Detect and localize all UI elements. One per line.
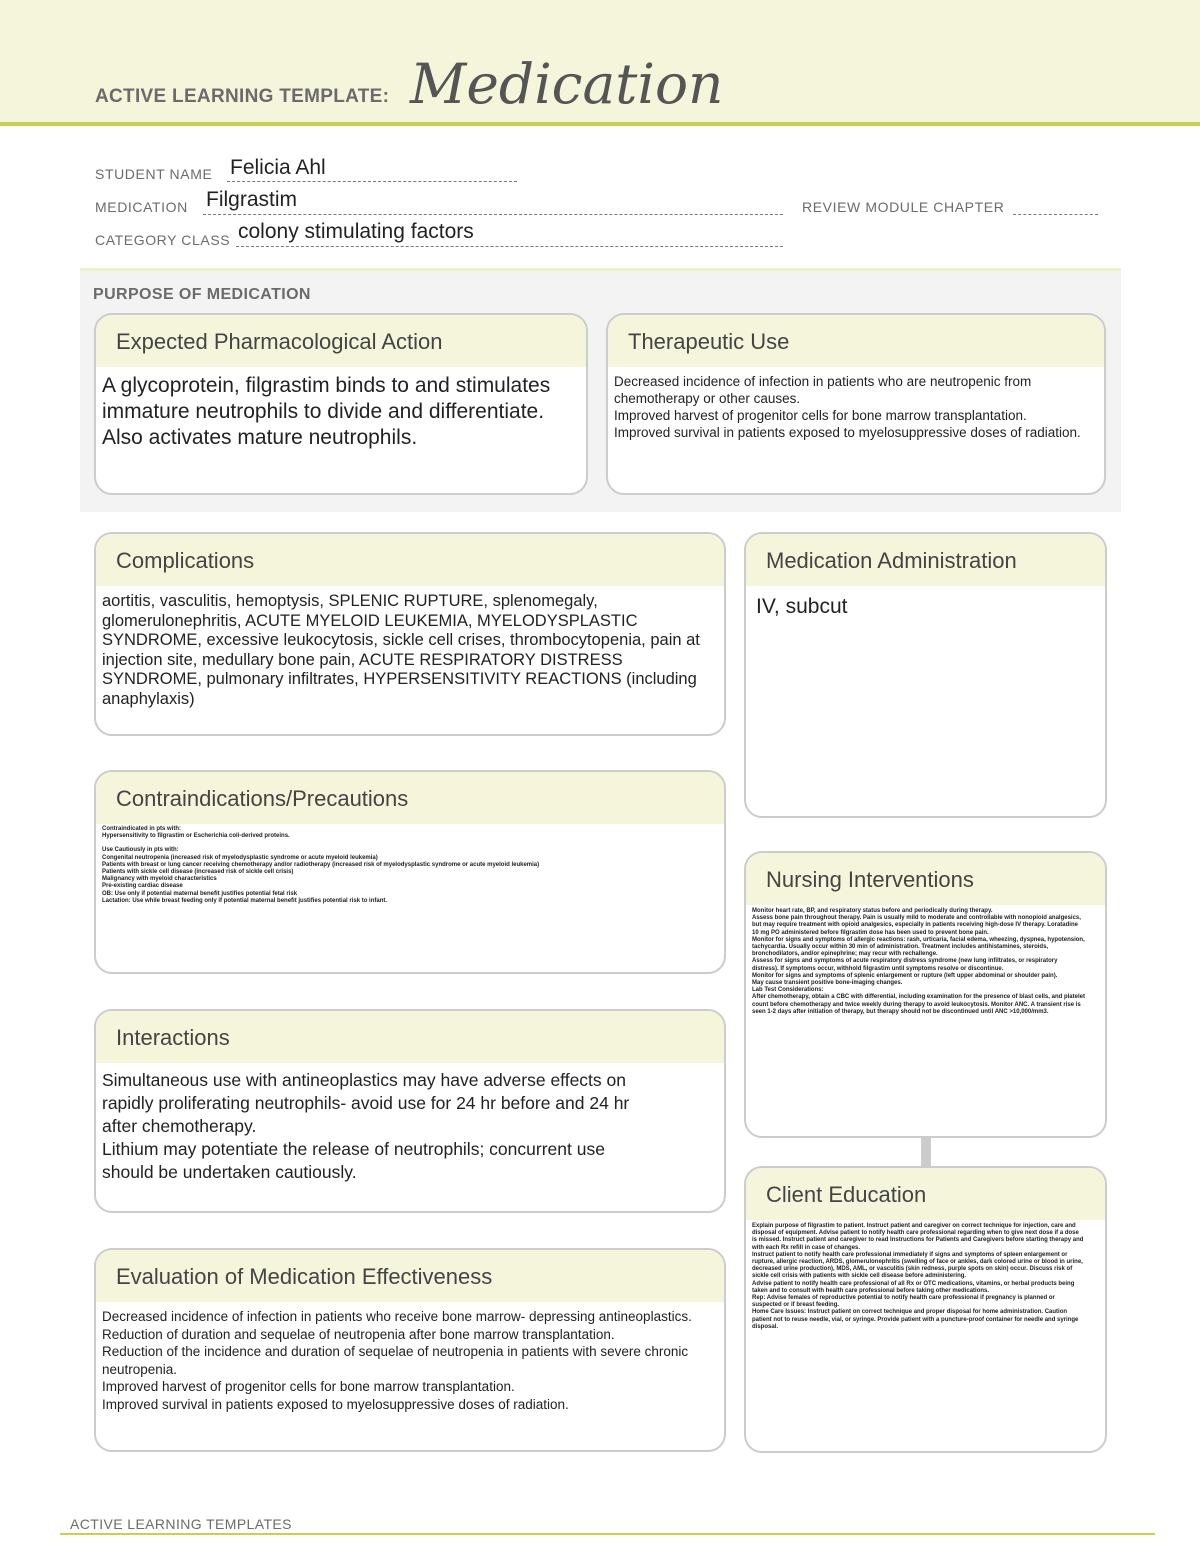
interactions-box — [94, 1009, 726, 1213]
purpose-title: PURPOSE OF MEDICATION — [93, 286, 311, 303]
contraindications-line: Hypersensitivity to filgrastim or Escherichia coli-derived proteins. — [102, 833, 290, 840]
interactions-line: Lithium may potentiate the release of neutrophils; concurrent use — [102, 1139, 605, 1159]
student-name-line — [227, 181, 517, 182]
nursing-interventions-line: Assess for signs and symptoms of acute respiratory distress syndrome (new lung infiltrates, or respiratory distress). If symptoms occur, withhold filgrastim until symptoms resolve or discontinue. — [752, 958, 1058, 972]
nursing-interventions-text[interactable] — [746, 905, 1105, 1016]
client-education-title: Client Education — [746, 1168, 1105, 1220]
evaluation-line: Reduction of the incidence and duration of sequelae of neutropenia in patients with severe chronic neutropenia. — [102, 1344, 689, 1377]
evaluation-line: Improved survival in patients exposed to myelosuppressive doses of radiation. — [102, 1396, 569, 1412]
contraindications-line: Malignancy with myeloid characteristics — [102, 876, 217, 883]
contraindications-title: Contraindications/Precautions — [96, 772, 724, 824]
therapeutic-use-line: Improved survival in patients exposed to myelosuppressive doses of radiation. — [614, 425, 1081, 440]
client-education-line: Explain purpose of filgrastim to patient. Instruct patient and caregiver on correct technique for injection, care and disposal of equipment. Advise patient to notify health care professional regarding when to give next dose if a dose is missed. Instruct patient and caregiver to read Instructions for Patients and Caregivers before starting therapy and with each Rx refill in case of changes. — [752, 1223, 1084, 1251]
review-module-label: REVIEW MODULE CHAPTER — [802, 199, 1005, 215]
expected-action-box — [94, 313, 588, 495]
contraindications-line: Contraindicated in pts with: — [102, 826, 181, 832]
category-class-line — [236, 246, 783, 247]
contraindications-line: OB: Use only if potential maternal benefit justifies potential fetal risk — [102, 890, 298, 897]
medication-line — [203, 214, 783, 215]
complications-box — [94, 532, 726, 736]
therapeutic-use-line: Decreased incidence of infection in patients who are neutropenic from chemotherapy or other causes. — [614, 374, 1032, 406]
expected-action-text[interactable]: A glycoprotein, filgrastim binds to and stimulates immature neutrophils to divide and differentiate. Also activates mature neutrophils. — [102, 374, 551, 449]
contraindications-box — [94, 770, 726, 974]
therapeutic-use-line: Improved harvest of progenitor cells for bone marrow transplantation. — [614, 408, 1027, 423]
interactions-text[interactable] — [96, 1063, 724, 1184]
contraindications-line: Use Cautiously in pts with: — [102, 847, 179, 854]
template-label: ACTIVE LEARNING TEMPLATE: — [95, 86, 390, 107]
student-name-field[interactable]: Felicia Ahl — [230, 156, 326, 179]
client-education-line: Home Care Issues: Instruct patient on correct technique and proper disposal for home administration. Caution patient not to reuse needle, vial, or syringe. Provide patient with a puncture-proof container for needle and syringe disposal. — [752, 1309, 1079, 1330]
medication-administration-box — [744, 532, 1107, 818]
nursing-interventions-title: Nursing Interventions — [746, 853, 1105, 905]
contraindications-line: Congenital neutropenia (increased risk of myelodysplastic syndrome or acute myeloid leukemia) — [102, 854, 378, 861]
contraindications-line: Lactation: Use while breast feeding only if potential maternal benefit justifies potential risk to infant. — [102, 897, 388, 904]
client-education-line: Rep: Advise females of reproductive potential to notify health care professional if pregnancy is planned or suspected or if breast feeding. — [752, 1295, 1055, 1309]
client-education-line: Instruct patient to notify health care professional immediately if signs and symptoms of spleen enlargement or rupture, allergic reaction, ARDS, glomerulonephritis (swelling of face or ankles, dark colored urine or blood in urine, decreased urine production), MDS, AML, or vasculitis (skin redness, purple spots on skin) occur. Discuss risk of sickle cell crisis with patients with sickle cell disease before administering. — [752, 1251, 1083, 1280]
evaluation-box — [94, 1248, 726, 1452]
client-education-text[interactable] — [746, 1220, 1105, 1331]
medication-administration-text[interactable]: IV, subcut — [756, 595, 848, 618]
category-class-label: CATEGORY CLASS — [95, 232, 231, 248]
evaluation-line: Improved harvest of progenitor cells for bone marrow transplantation. — [102, 1379, 515, 1394]
evaluation-text[interactable] — [96, 1302, 724, 1413]
client-education-line: Advise patient to notify health care professional of all Rx or OTC medications, vitamins, or herbal products being taken and to consult with health care professional before taking other medications. — [752, 1280, 1075, 1294]
interactions-line: after chemotherapy. — [102, 1116, 257, 1136]
interactions-line: Simultaneous use with antineoplastics may have adverse effects on — [102, 1070, 627, 1090]
category-class-field[interactable]: colony stimulating factors — [238, 220, 474, 243]
connector-bar — [921, 1137, 931, 1166]
nursing-interventions-line: Monitor for signs and symptoms of splenic enlargement or rupture (left upper abdominal or shoulder pain). — [752, 972, 1058, 979]
evaluation-line: Decreased incidence of infection in patients who receive bone marrow- depressing antineoplastics. — [102, 1309, 692, 1324]
footer-text: ACTIVE LEARNING TEMPLATES — [70, 1516, 292, 1532]
nursing-interventions-line: May cause transient positive bone-imaging changes. — [752, 980, 903, 987]
contraindications-line: Pre-existing cardiac disease — [102, 883, 183, 890]
contraindications-line: Patients with breast or lung cancer receiving chemotherapy and/or radiotherapy (increased risk of myelodysplastic syndrome or acute myeloid leukemia) — [102, 861, 540, 868]
nursing-interventions-line: Assess bone pain throughout therapy. Pain is usually mild to moderate and controllable with nonopioid analgesics, but may require treatment with opioid analgesics, especially in patients receiving high-dose IV therapy. Loratadine 10 mg PO administered before filgrastim dose has been used to prevent bone pain. — [752, 915, 1081, 936]
footer-rule — [60, 1533, 1155, 1535]
interactions-line: should be undertaken cautiously. — [102, 1162, 357, 1182]
contraindications-text[interactable] — [96, 824, 724, 905]
client-education-box — [744, 1166, 1107, 1453]
nursing-interventions-box — [744, 851, 1107, 1138]
nursing-interventions-line: Monitor heart rate, BP, and respiratory status before and periodically during therapy. — [752, 908, 993, 914]
therapeutic-use-text[interactable] — [608, 367, 1104, 441]
template-title: Medication — [410, 52, 724, 116]
medication-field[interactable]: Filgrastim — [206, 188, 298, 211]
complications-title: Complications — [96, 534, 724, 586]
therapeutic-use-box — [606, 313, 1106, 495]
evaluation-line: Reduction of duration and sequelae of neutropenia after bone marrow transplantation. — [102, 1326, 615, 1342]
review-module-field[interactable] — [1013, 214, 1098, 215]
interactions-title: Interactions — [96, 1011, 724, 1063]
medication-administration-title: Medication Administration — [746, 534, 1105, 586]
therapeutic-use-title: Therapeutic Use — [608, 315, 1104, 367]
nursing-interventions-line: Lab Test Considerations: — [752, 987, 824, 994]
complications-text[interactable]: aortitis, vasculitis, hemoptysis, SPLENIC RUPTURE, splenomegaly, glomerulonephritis, ACUTE MYELOID LEUKEMIA, MYELODYSPLASTIC SYNDROME, excessive leukocytosis, sickle cell crises, thrombocytopenia, pain at injection site, medullary bone pain, ACUTE RESPIRATORY DISTRESS SYNDROME, pulmonary infiltrates, HYPERSENSITIVITY REACTIONS (including anaphylaxis) — [102, 592, 700, 708]
contraindications-line — [102, 840, 716, 847]
student-name-label: STUDENT NAME — [95, 166, 213, 182]
expected-action-title: Expected Pharmacological Action — [96, 315, 586, 367]
medication-label: MEDICATION — [95, 199, 188, 215]
evaluation-title: Evaluation of Medication Effectiveness — [96, 1250, 724, 1302]
interactions-line: rapidly proliferating neutrophils- avoid use for 24 hr before and 24 hr — [102, 1093, 630, 1113]
header-rule — [0, 122, 1200, 126]
nursing-interventions-line: Monitor for signs and symptoms of allergic reactions: rash, urticaria, facial edema, wheezing, dyspnea, hypotension, tachycardia. Usually occur within 30 min of administration. Treatment includes antihistamines, steroids, bronchodilators, and/or epinephrine; may recur with rechallenge. — [752, 936, 1085, 958]
contraindications-line: Patients with sickle cell disease (increased risk of sickle cell crisis) — [102, 869, 294, 876]
nursing-interventions-line: After chemotherapy, obtain a CBC with differential, including examination for the presence of blast cells, and platelet count before chemotherapy and twice weekly during therapy to avoid leukocytosis. Monitor ANC. A transient rise is seen 1-2 days after initiation of therapy, but therapy should not be discontinued until ANC >10,000/mm3. — [752, 994, 1085, 1015]
